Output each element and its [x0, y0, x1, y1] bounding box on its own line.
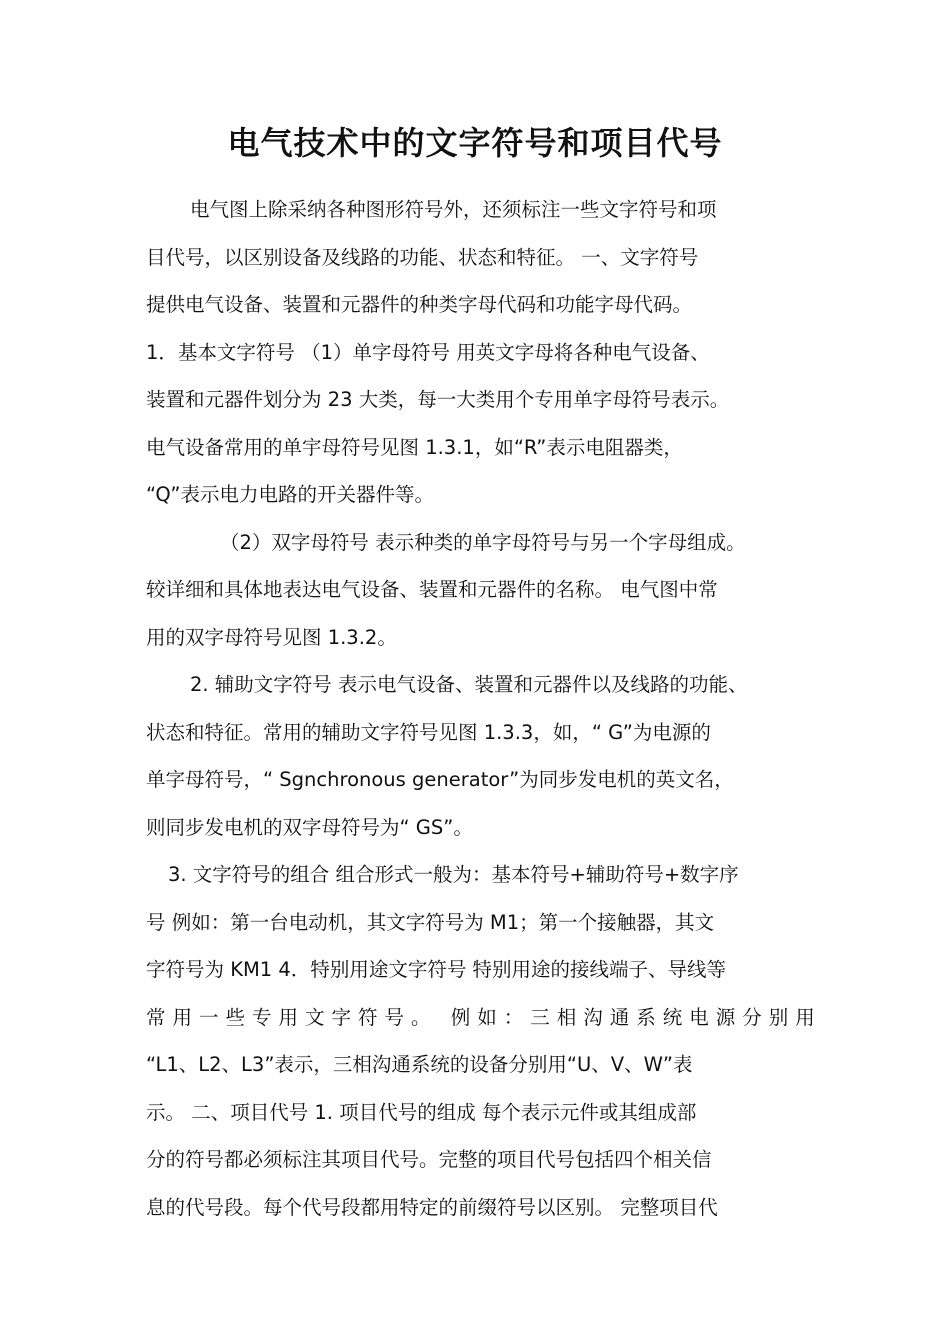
paragraph-line: 电气设备常用的单宇母符号见图 1.3.1，如“R”表示电阻器类，: [146, 435, 683, 459]
paragraph-line: 装置和元器件划分为 23 大类，每一大类用个专用单字母符号表示。: [146, 388, 730, 411]
paragraph-line: 单字母符号，“ Sgnchronous generator”为同步发电机的英文名，: [146, 768, 734, 791]
paragraph-line: 常用一些专用文字符号。 例如：三相沟通系统电源分别用: [146, 1005, 822, 1029]
paragraph-line: 分的符号都必须标注其项目代号。完整的项目代号包括四个相关信: [146, 1148, 712, 1171]
paragraph-line: “Q”表示电力电路的开关器件等。: [146, 483, 435, 506]
paragraph-line: 提供电气设备、装置和元器件的种类字母代码和功能字母代码。: [146, 293, 693, 316]
paragraph-line: 字符号为 KM1 4．特别用途文字符号 特别用途的接线端子、导线等: [146, 958, 727, 981]
paragraph-line: 则同步发电机的双字母符号为“ GS”。: [146, 815, 473, 839]
document-body: [146, 186, 822, 1231]
document-title: 电气技术中的文字符号和项目代号: [227, 124, 723, 162]
paragraph-line: 电气图上除采纳各种图形符号外，还须标注一些文字符号和项: [190, 198, 717, 221]
paragraph-line: 示。 二、项目代号 1. 项目代号的组成 每个表示元件或其组成部: [146, 1100, 697, 1124]
paragraph-line: 2. 辅助文字符号 表示电气设备、装置和元器件以及线路的功能、: [190, 673, 748, 696]
paragraph-line: 用的双字母符号见图 1.3.2。: [146, 625, 397, 649]
paragraph-line: （2）双字母符号 表示种类的单字母符号与另一个字母组成。: [220, 530, 746, 554]
paragraph-line: 1．基本文字符号 （1）单字母符号 用英文字母将各种电气设备、: [146, 340, 710, 364]
paragraph-line: 号 例如：第一台电动机，其文字符号为 M1；第一个接触器，其文: [146, 910, 715, 934]
paragraph-line: “L1、L2、L3”表示，三相沟通系统的设备分别用“U、V、W”表: [146, 1053, 693, 1076]
paragraph-line: 状态和特征。常用的辅助文字符号见图 1.3.3，如，“ G”为电源的: [146, 720, 711, 744]
paragraph-line: 目代号，以区别设备及线路的功能、状态和特征。 一、文字符号: [146, 245, 699, 269]
paragraph-line: 息的代号段。每个代号段都用特定的前缀符号以区别。 完整项目代: [146, 1195, 718, 1219]
paragraph-line: 3. 文字符号的组合 组合形式一般为：基本符号+辅助符号+数字序: [168, 863, 739, 886]
paragraph-line: 较详细和具体地表达电气设备、装置和元器件的名称。 电气图中常: [146, 578, 718, 601]
